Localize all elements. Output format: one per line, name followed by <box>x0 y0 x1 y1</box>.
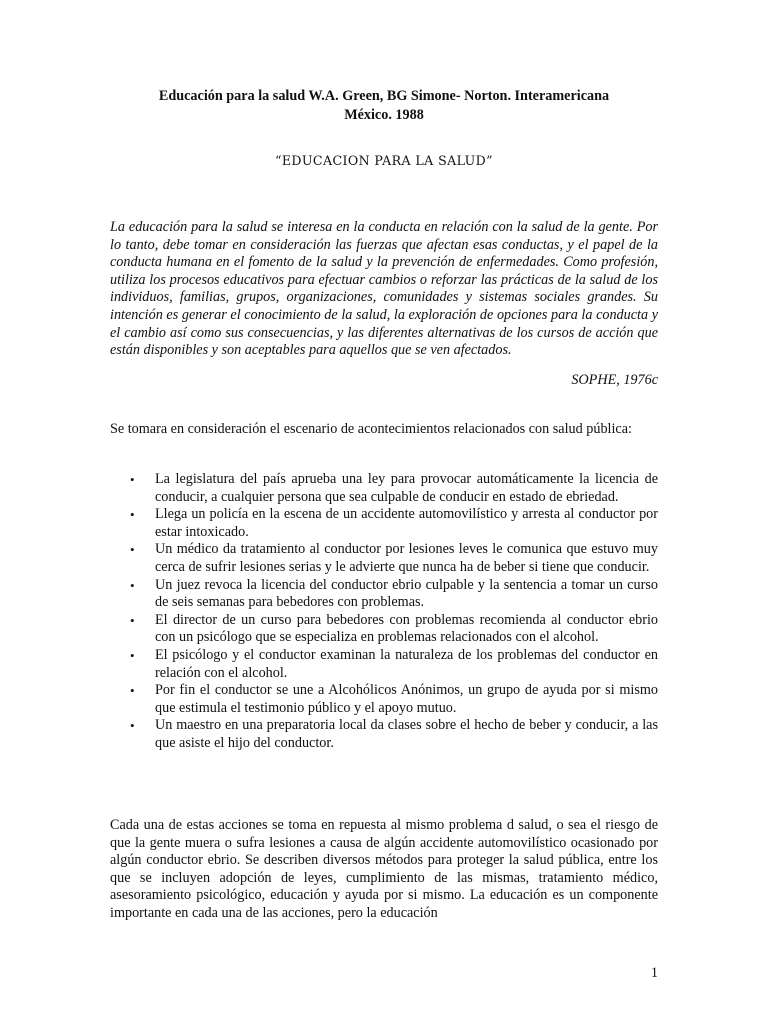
closing-paragraph: Cada una de estas acciones se toma en repuesta al mismo problema d salud, o sea el riesgo de que la gente muera o sufra lesiones a causa de algún accidente automovilístico ocasionado por algún conductor ebrio. Se describen diversos métodos para proteger la salud pública, entre los que se incluyen adopción de leyes, cumplimiento de las mismas, tratamiento médico, asesoramiento psicológico, educación y ayuda por si mismo. La educación es un componente importante en cada una de las acciones, pero la educación <box>110 817 658 921</box>
bullet-icon: • <box>130 612 135 628</box>
bullet-icon: • <box>130 683 135 699</box>
bullet-icon: • <box>130 718 135 734</box>
scenario-list <box>110 471 658 753</box>
list-item <box>110 471 658 506</box>
bullet-icon: • <box>130 507 135 523</box>
list-item-text: Un maestro en una preparatoria local da clases sobre el hecho de beber y conducir, a las que asiste el hijo del conductor. <box>155 717 658 751</box>
list-item-text: El psicólogo y el conductor examinan la naturaleza de los problemas del conductor en relación con el alcohol. <box>155 646 658 681</box>
heading-line-1: Educación para la salud W.A. Green, BG Simone- Norton. Interamericana <box>158 88 610 104</box>
list-item-text: Llega un policía en la escena de un accidente automovilístico y arresta al conductor por estar intoxicado. <box>155 506 658 540</box>
list-item <box>110 647 658 682</box>
bullet-icon: • <box>130 647 135 663</box>
page-number: 1 <box>650 965 658 981</box>
list-item-text: El director de un curso para bebedores con problemas recomienda al conductor ebrio con un psicólogo que se especializa en problemas relacionados con el alcohol. <box>155 611 658 646</box>
intro-paragraph: Se tomara en consideración el escenario de acontecimientos relacionados con salud pública: <box>110 421 632 437</box>
list-item-text: Por fin el conductor se une a Alcohólicos Anónimos, un grupo de ayuda por si mismo que estimula el testimonio público y el apoyo mutuo. <box>155 682 658 716</box>
list-item <box>110 682 658 717</box>
document-title: “EDUCACION PARA LA SALUD” <box>274 153 494 168</box>
list-item <box>110 577 658 612</box>
quote-citation: SOPHE, 1976c <box>571 372 658 388</box>
opening-quote: La educación para la salud se interesa en la conducta en relación con la salud de la gente. Por lo tanto, debe tomar en consideración las fuerzas que afectan esas conductas, y el papel de la conducta humana en el fomento de la salud y la prevención de enfermedades. Como profesión, utiliza los procesos educativos para efectuar cambios o reforzar las prácticas de la salud de los individuos, familias, grupos, organizaciones, comunidades y sistemas sociales grandes. Su intención es generar el conocimiento de la salud, la exploración de opciones para la conducta y el cambio así como sus consecuencias, y las diferentes alternativas de los cursos de acción que están disponibles y son aceptables para aquellos que se ven afectados. <box>110 219 658 359</box>
list-item-text: Un juez revoca la licencia del conductor ebrio culpable y la sentencia a tomar un curso de seis semanas para bebedores con problemas. <box>155 576 658 611</box>
bullet-icon: • <box>130 472 135 487</box>
bullet-icon: • <box>130 542 135 558</box>
list-item <box>110 506 658 541</box>
list-item-text: La legislatura del país aprueba una ley para provocar automáticamente la licencia de conducir, a cualquier persona que sea culpable de conducir en estado de ebriedad. <box>155 471 658 505</box>
list-item <box>110 717 658 752</box>
bullet-icon: • <box>130 577 135 593</box>
heading-line-2: México. 1988 <box>344 107 424 123</box>
list-item-text: Un médico da tratamiento al conductor por lesiones leves le comunica que estuvo muy cerca de sufrir lesiones serias y le advierte que nunca ha de beber si tiene que conducir. <box>155 541 658 575</box>
list-item <box>110 541 658 576</box>
list-item <box>110 612 658 647</box>
document-heading <box>110 87 658 125</box>
